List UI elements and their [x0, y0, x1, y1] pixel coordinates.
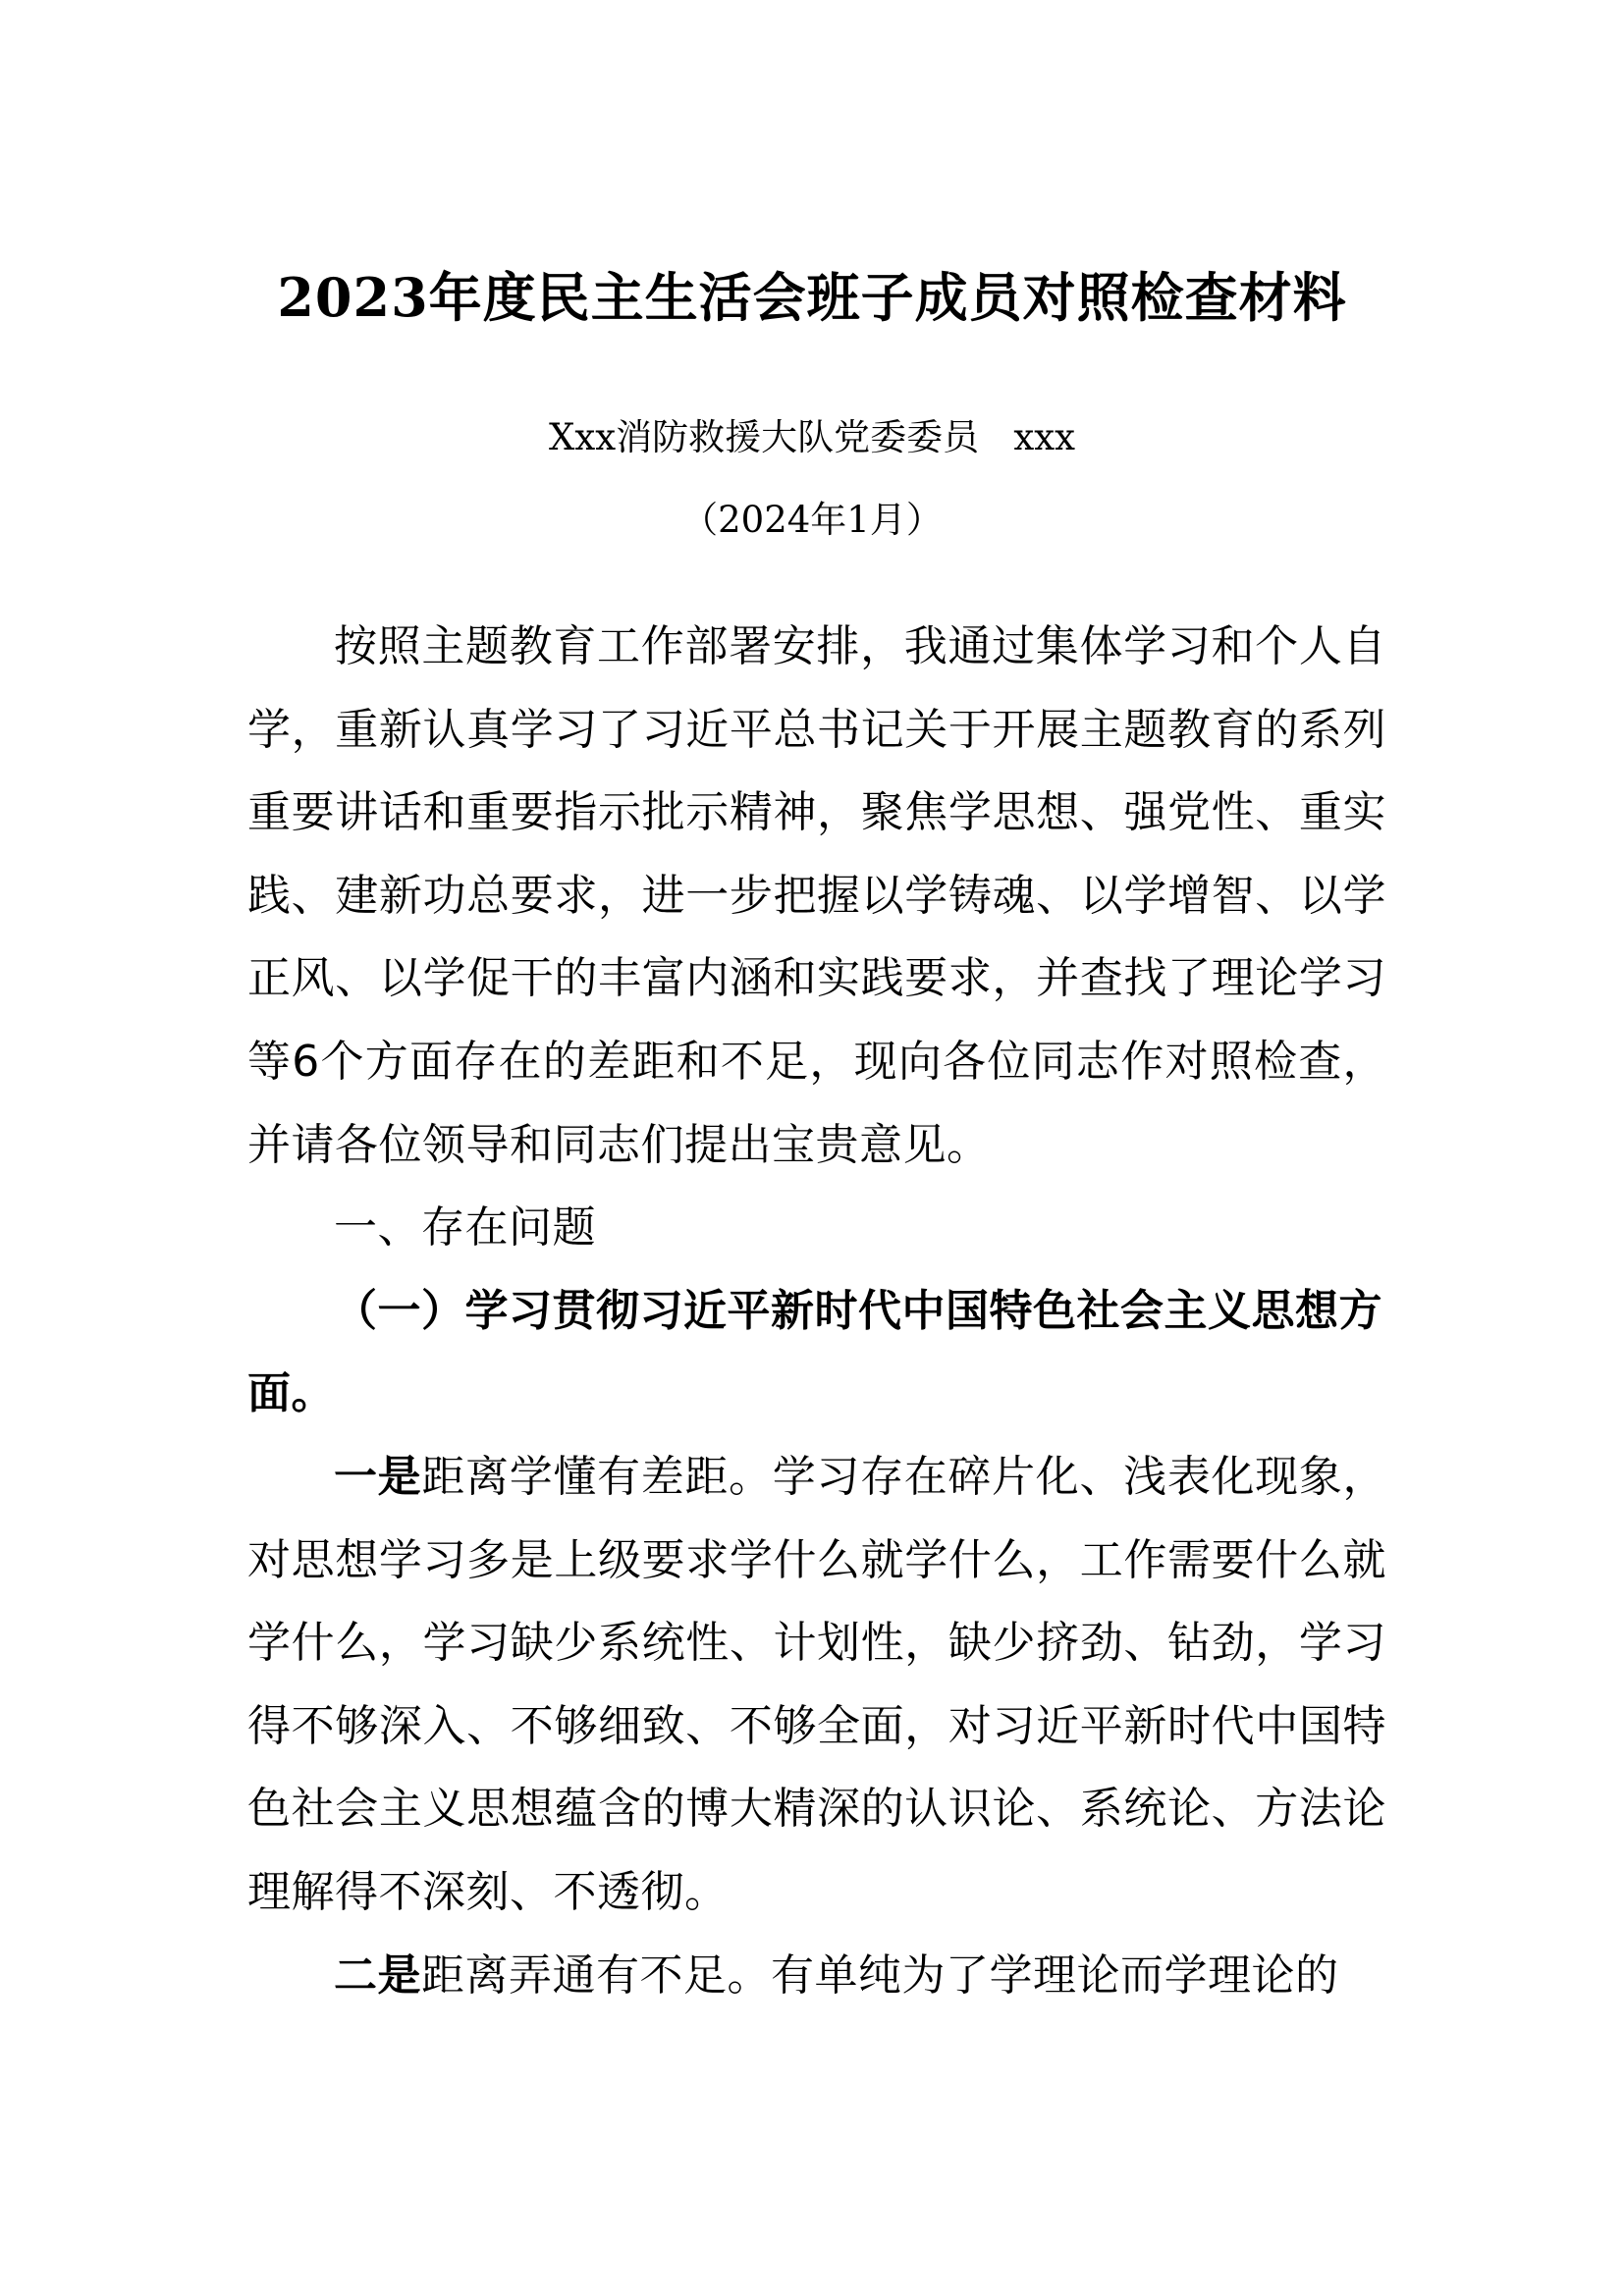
- point-one-lead: 一是: [334, 1451, 422, 1502]
- document-body: [247, 606, 1386, 2017]
- section-heading: 一、存在问题: [334, 1202, 596, 1254]
- point-paragraph-one: [247, 1436, 1386, 1935]
- author-line: Xxx消防救援大队党委委员 xxx: [549, 416, 1075, 458]
- document-title: 2023年度民主生活会班子成员对照检查材料: [277, 266, 1347, 329]
- point-two-text: 距离弄通有不足。有单纯为了学理论而学理论的: [421, 1949, 1339, 2001]
- subsection-heading: （一）学习贯彻习近平新时代中国特色社会主义思想方面。: [247, 1285, 1382, 1419]
- point-two-lead: 二是: [334, 1949, 421, 2001]
- intro-paragraph: 按照主题教育工作部署安排，我通过集体学习和个人自学，重新认真学习了习近平总书记关于开展主题教育的系列重要讲话和重要指示批示精神，聚焦学思想、强党性、重实践、建新功总要求，进一步把握以学铸魂、以学增智、以学正风、以学促干的丰富内涵和实践要求，并查找了理论学习等6个方面存在的差距和不足，现向各位同志作对照检查，并请各位领导和同志们提出宝贵意见。: [247, 621, 1386, 1170]
- date-line: （2024年1月）: [681, 499, 943, 541]
- point-paragraph-two: [247, 1935, 1386, 2018]
- point-one-text: 距离学懂有差距。学习存在碎片化、浅表化现象，对思想学习多是上级要求学什么就学什么，工作需要什么就学什么，学习缺少系统性、计划性，缺少挤劲、钻劲，学习得不够深入、不够细致、不够全面，对习近平新时代中国特色社会主义思想蕴含的博大精深的认识论、系统论、方法论理解得不深刻、不透彻。: [247, 1451, 1387, 1917]
